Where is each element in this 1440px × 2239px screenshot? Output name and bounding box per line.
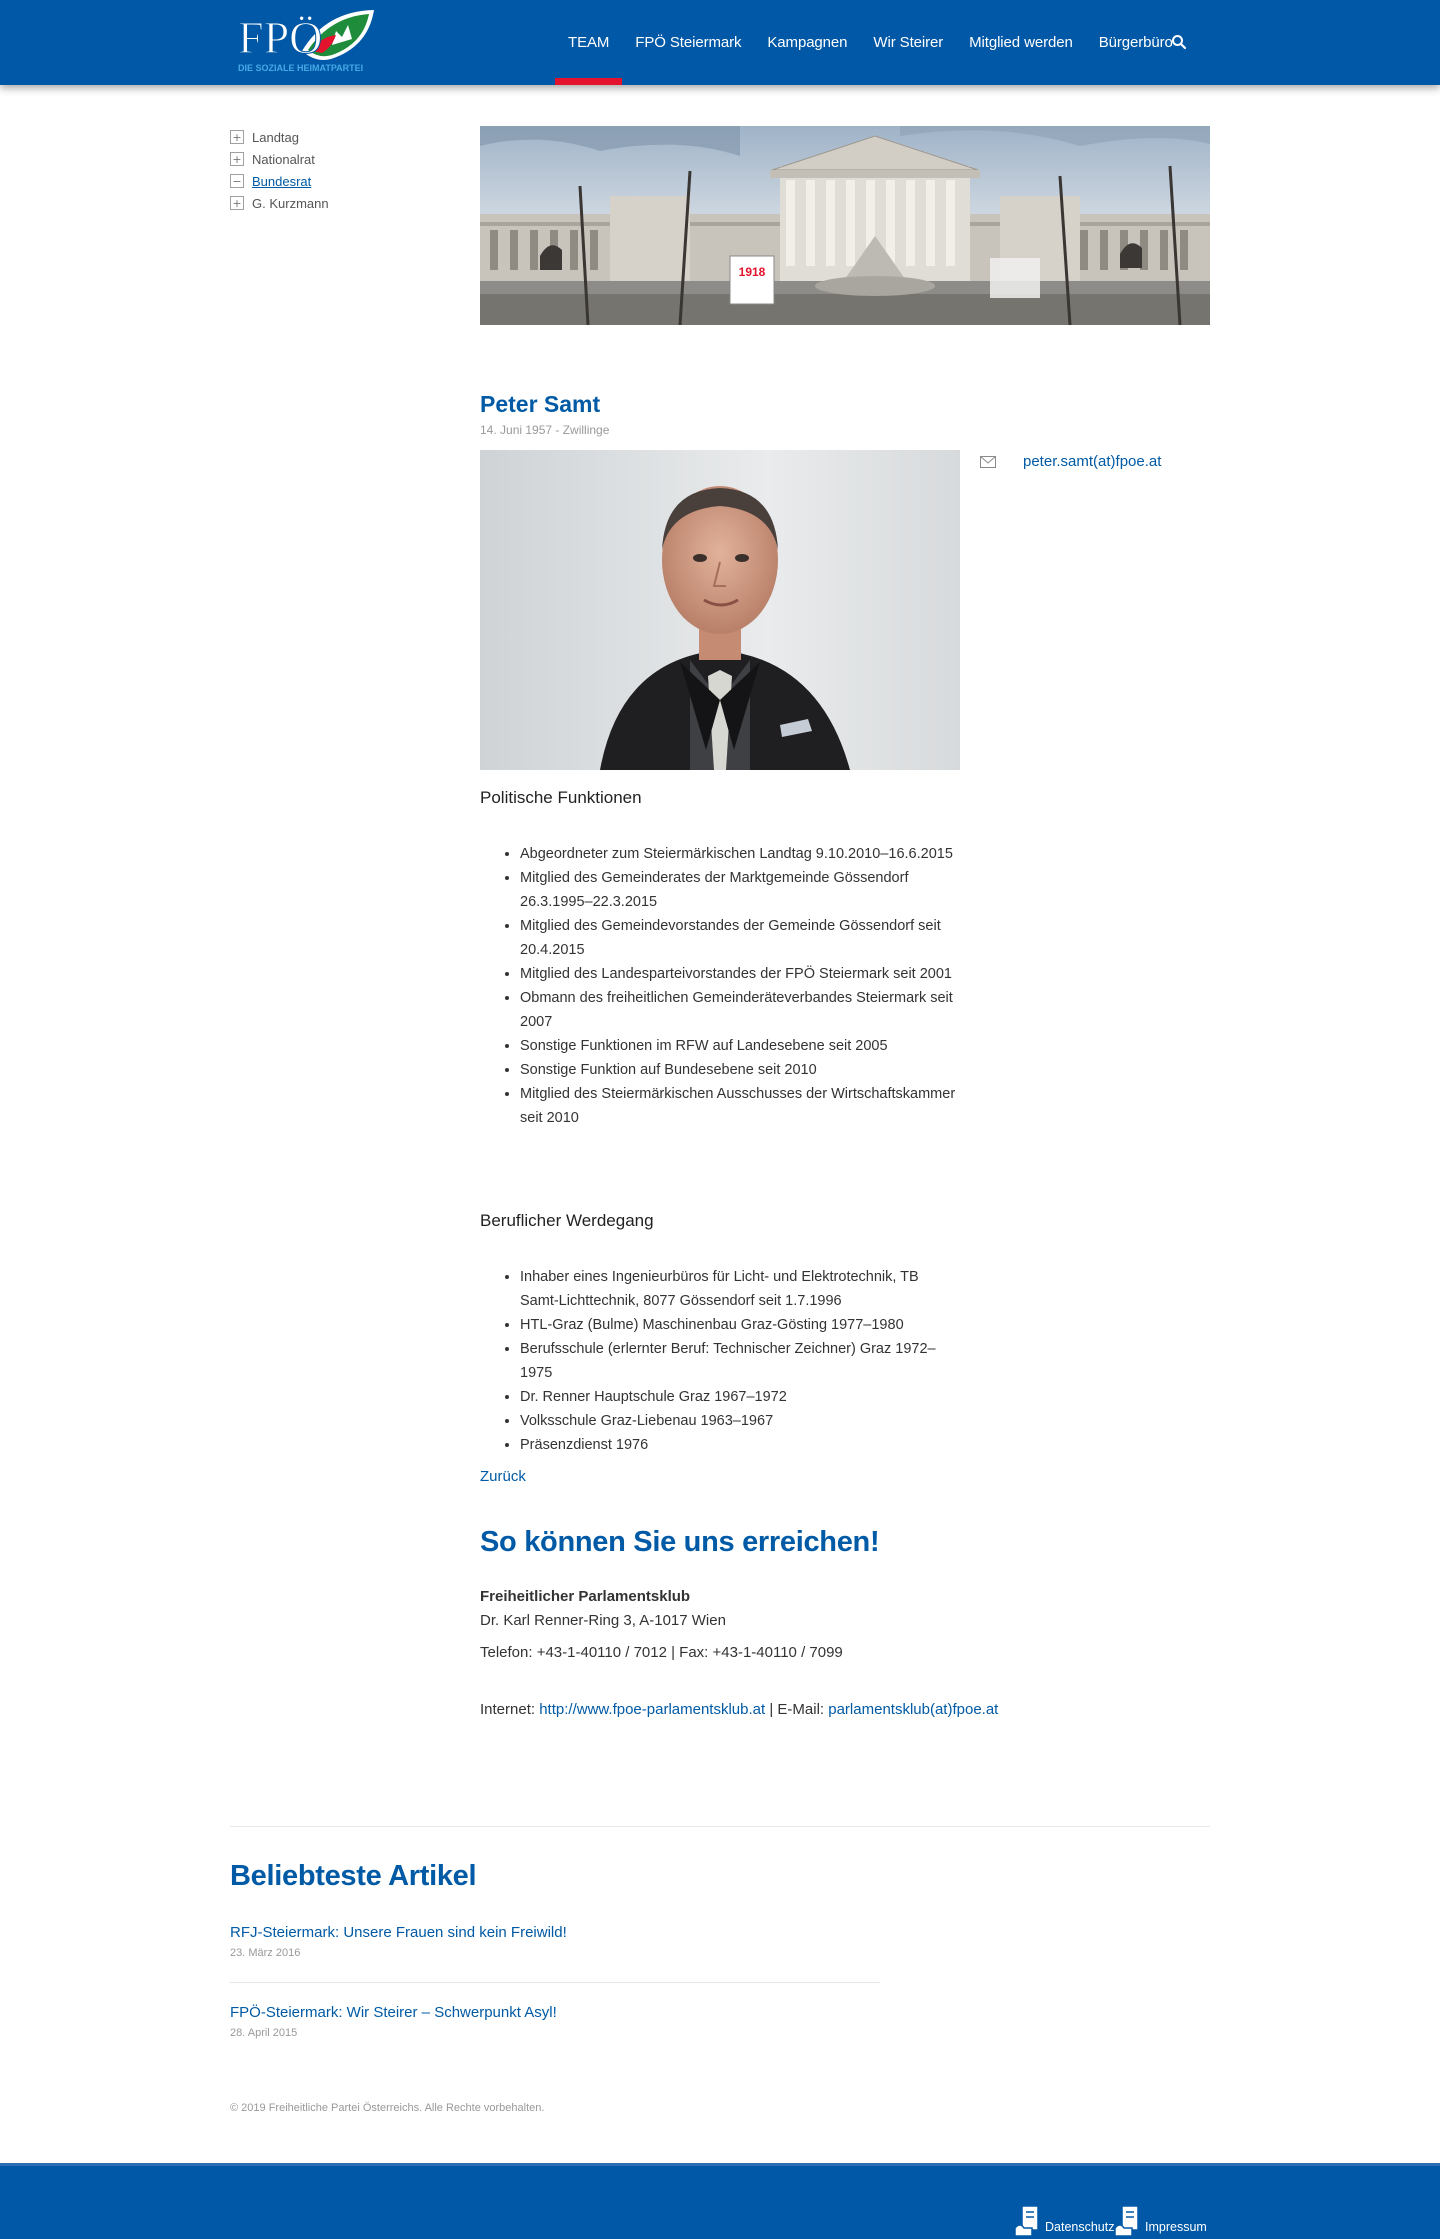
document-icon bbox=[1112, 2204, 1144, 2238]
popular-articles-heading: Beliebteste Artikel bbox=[230, 1860, 477, 1892]
list-item: • Mitglied des Gemeinderates der Marktgemeinde Gössendorf 26.3.1995–22.3.2015 bbox=[520, 866, 960, 914]
sidebar-item-nationalrat[interactable] bbox=[230, 148, 430, 170]
list-item: • Präsenzdienst 1976 bbox=[520, 1433, 960, 1457]
sidebar-item-kurzmann[interactable] bbox=[230, 192, 430, 214]
contact-organization: Freiheitlicher Parlamentsklub bbox=[480, 1588, 691, 1605]
list-item: • Sonstige Funktion auf Bundesebene seit 2010 bbox=[520, 1058, 960, 1082]
contact-address: Dr. Karl Renner-Ring 3, A-1017 Wien bbox=[480, 1612, 726, 1629]
nav-fpoe-steiermark[interactable]: FPÖ Steiermark bbox=[635, 34, 742, 51]
nav-buergerbuero[interactable]: Bürgerbüro bbox=[1098, 34, 1173, 51]
nav-mitglied-werden[interactable]: Mitglied werden bbox=[969, 34, 1073, 51]
sidebar-item-label[interactable]: G. Kurzmann bbox=[252, 195, 329, 211]
website-link[interactable]: http://www.fpoe-parlamentsklub.at bbox=[539, 1701, 766, 1718]
sidebar-nav bbox=[230, 126, 430, 214]
article-date: 23. März 2016 bbox=[230, 1947, 301, 1959]
list-item: • Abgeordneter zum Steiermärkischen Landtag 9.10.2010–16.6.2015 bbox=[520, 842, 960, 866]
main-nav bbox=[555, 0, 1186, 85]
person-email-link[interactable]: peter.samt(at)fpoe.at bbox=[1023, 453, 1162, 470]
person-portrait bbox=[480, 450, 960, 770]
contact-phone-fax: Telefon: +43-1-40110 / 7012 | Fax: +43-1-40110 / 7099 bbox=[480, 1644, 843, 1661]
expand-icon[interactable]: + bbox=[230, 152, 244, 166]
footer-link-impressum[interactable] bbox=[1112, 2204, 1207, 2234]
site-footer bbox=[0, 2163, 1440, 2239]
nav-team[interactable]: TEAM bbox=[555, 0, 622, 85]
list-item: • Volksschule Graz-Liebenau 1963–1967 bbox=[520, 1409, 960, 1433]
club-email-link[interactable]: parlamentsklub(at)fpoe.at bbox=[828, 1701, 999, 1718]
expand-icon[interactable]: + bbox=[230, 196, 244, 210]
sidebar-item-label[interactable]: Bundesrat bbox=[252, 173, 312, 189]
popular-article bbox=[230, 2004, 880, 2039]
internet-label: Internet: bbox=[480, 1701, 536, 1718]
email-separator: | E-Mail: bbox=[769, 1701, 825, 1718]
sidebar-item-bundesrat[interactable] bbox=[230, 170, 430, 192]
parliament-banner-image bbox=[480, 126, 1210, 325]
sidebar-item-label[interactable]: Nationalrat bbox=[252, 151, 315, 167]
collapse-icon[interactable]: − bbox=[230, 174, 244, 188]
list-item: • Dr. Renner Hauptschule Graz 1967–1972 bbox=[520, 1385, 960, 1409]
contact-email-row bbox=[980, 453, 1161, 470]
section-title-political: Politische Funktionen bbox=[480, 788, 642, 807]
list-item: • Inhaber eines Ingenieurbüros für Licht- und Elektrotechnik, TB Samt-Lichttechnik, 8077 Gössendorf seit 1.7.1996 bbox=[520, 1265, 960, 1313]
list-item: • HTL-Graz (Bulme) Maschinenbau Graz-Gösting 1977–1980 bbox=[520, 1313, 960, 1337]
footer-link-label[interactable]: Datenschutz bbox=[1045, 2220, 1115, 2234]
person-birthdate: 14. Juni 1957 - Zwillinge bbox=[480, 423, 610, 437]
envelope-icon bbox=[980, 456, 996, 468]
copyright-text: © 2019 Freiheitliche Partei Österreichs. Alle Rechte vorbehalten. bbox=[230, 2102, 545, 2114]
list-item: • Sonstige Funktionen im RFW auf Landesebene seit 2005 bbox=[520, 1034, 960, 1058]
nav-kampagnen[interactable]: Kampagnen bbox=[767, 34, 848, 51]
section-divider bbox=[230, 1826, 1210, 1827]
popular-article bbox=[230, 1924, 880, 1959]
article-link[interactable]: FPÖ-Steiermark: Wir Steirer – Schwerpunkt Asyl! bbox=[230, 2004, 557, 2021]
document-icon bbox=[1012, 2204, 1044, 2238]
list-item: • Obmann des freiheitlichen Gemeinderäteverbandes Steiermark seit 2007 bbox=[520, 986, 960, 1034]
contact-internet-row bbox=[480, 1701, 998, 1718]
back-link[interactable]: Zurück bbox=[480, 1468, 526, 1485]
main-content bbox=[480, 126, 1210, 1718]
svg-text:1918: 1918 bbox=[738, 265, 766, 279]
contact-heading: So können Sie uns erreichen! bbox=[480, 1526, 880, 1558]
article-link[interactable]: RFJ-Steiermark: Unsere Frauen sind kein Freiwild! bbox=[230, 1924, 567, 1941]
section-title-career: Beruflicher Werdegang bbox=[480, 1211, 654, 1230]
svg-text:DIE SOZIALE HEIMATPARTEI: DIE SOZIALE HEIMATPARTEI bbox=[238, 63, 364, 73]
article-divider bbox=[230, 1982, 880, 1983]
site-header bbox=[0, 0, 1440, 85]
svg-text:FPÖ: FPÖ bbox=[238, 12, 323, 63]
expand-icon[interactable]: + bbox=[230, 130, 244, 144]
career-list bbox=[480, 1265, 960, 1457]
list-item: • Mitglied des Steiermärkischen Ausschusses der Wirtschaftskammer seit 2010 bbox=[520, 1082, 960, 1130]
sidebar-item-label[interactable]: Landtag bbox=[252, 129, 299, 145]
list-item: • Mitglied des Landesparteivorstandes der FPÖ Steiermark seit 2001 bbox=[520, 962, 960, 986]
sidebar-item-landtag[interactable] bbox=[230, 126, 430, 148]
fpoe-logo[interactable] bbox=[236, 7, 376, 77]
political-functions-list bbox=[480, 842, 960, 1130]
person-name: Peter Samt bbox=[480, 391, 601, 417]
nav-wir-steirer[interactable]: Wir Steirer bbox=[873, 34, 944, 51]
search-icon[interactable] bbox=[1170, 33, 1188, 51]
list-item: • Berufsschule (erlernter Beruf: Technischer Zeichner) Graz 1972–1975 bbox=[520, 1337, 960, 1385]
list-item: • Mitglied des Gemeindevorstandes der Gemeinde Gössendorf seit 20.4.2015 bbox=[520, 914, 960, 962]
article-date: 28. April 2015 bbox=[230, 2027, 298, 2039]
footer-link-datenschutz[interactable] bbox=[1012, 2204, 1114, 2234]
footer-link-label[interactable]: Impressum bbox=[1145, 2220, 1207, 2234]
